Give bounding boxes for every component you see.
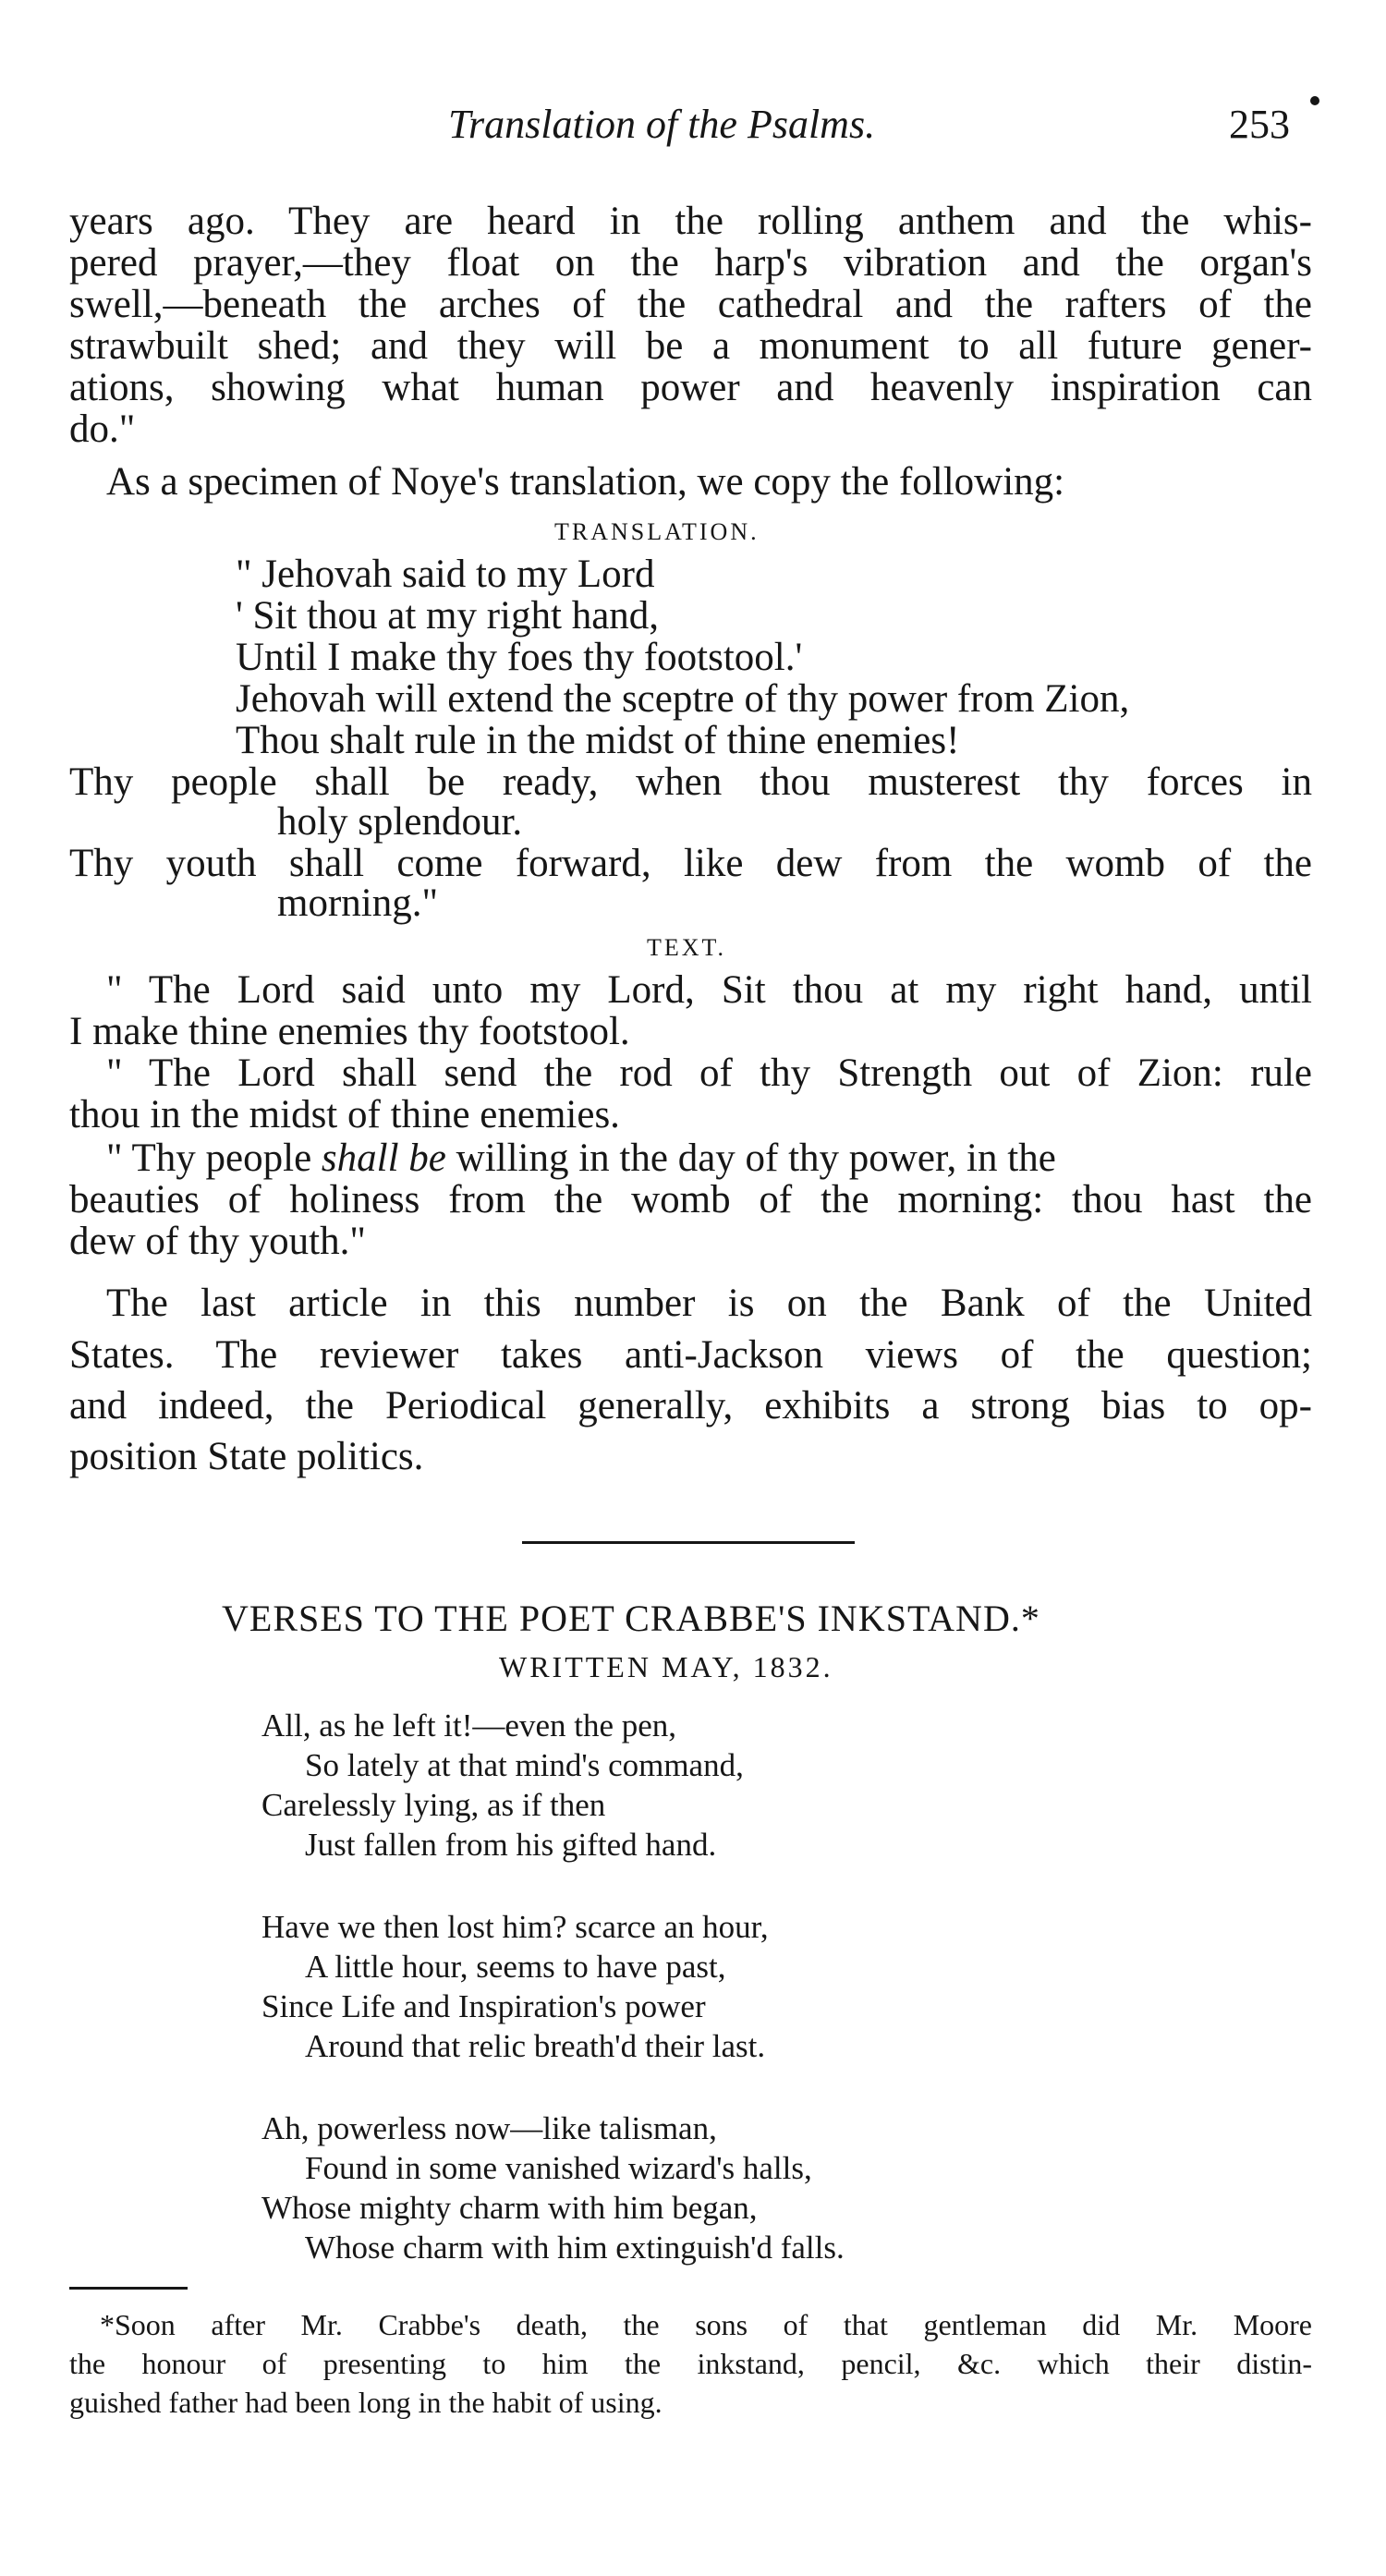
translation-line: ' Sit thou at my right hand, xyxy=(236,594,660,638)
translation-line: Until I make thy foes thy footstool.' xyxy=(236,636,803,679)
quote-line: pered prayer,—they float on the harp's vibration and the organ's xyxy=(69,241,1312,285)
translation-line: holy splendour. xyxy=(277,800,523,844)
quote-line: years ago. They are heard in the rolling anthem and the whis- xyxy=(69,200,1312,243)
text-line: " The Lord said unto my Lord, Sit thou at my right hand, until xyxy=(106,968,1312,1012)
footnote-line: *Soon after Mr. Crabbe's death, the sons of that gentleman did Mr. Moore xyxy=(100,2308,1312,2341)
poem-line: A little hour, seems to have past, xyxy=(305,1949,726,1985)
translation-line: Jehovah will extend the sceptre of thy power from Zion, xyxy=(236,677,1130,721)
closing-line: and indeed, the Periodical generally, exhibits a strong bias to op- xyxy=(69,1384,1312,1428)
closing-line: position State politics. xyxy=(69,1435,424,1478)
translation-line: " Jehovah said to my Lord xyxy=(236,553,655,596)
poem-line: Have we then lost him? scarce an hour, xyxy=(261,1909,769,1945)
text-line: " The Lord shall send the rod of thy Strength out of Zion: rule xyxy=(106,1051,1312,1095)
specimen-intro: As a specimen of Noye's translation, we copy the following: xyxy=(106,460,1065,504)
poem-subtitle: WRITTEN MAY, 1832. xyxy=(499,1650,833,1683)
poem-line: Carelessly lying, as if then xyxy=(261,1787,606,1823)
text-segment: " Thy people xyxy=(106,1136,322,1180)
poem-line: Ah, powerless now—like talisman, xyxy=(261,2110,717,2146)
poem-line: Whose mighty charm with him began, xyxy=(261,2190,758,2226)
running-title: Translation of the Psalms. xyxy=(448,102,876,147)
text-heading: TEXT. xyxy=(647,934,726,961)
quote-line: swell,—beneath the arches of the cathedral and the rafters of the xyxy=(69,283,1312,326)
translation-line: Thy people shall be ready, when thou musterest thy forces in xyxy=(69,760,1312,804)
poem-line: Since Life and Inspiration's power xyxy=(261,1988,706,2024)
poem-line: So lately at that mind's command, xyxy=(305,1747,744,1783)
translation-line: Thou shalt rule in the midst of thine enemies! xyxy=(236,719,960,762)
poem-line: Around that relic breath'd their last. xyxy=(305,2028,766,2064)
translation-line: morning." xyxy=(277,881,439,925)
closing-line: The last article in this number is on the Bank of the United xyxy=(106,1282,1312,1325)
poem-line: Whose charm with him extinguish'd falls. xyxy=(305,2230,845,2266)
page-number: 253 xyxy=(1229,102,1290,147)
text-segment: willing in the day of thy power, in the xyxy=(445,1136,1056,1180)
footnote-rule xyxy=(69,2287,188,2290)
translation-heading: TRANSLATION. xyxy=(554,518,760,545)
text-line: dew of thy youth." xyxy=(69,1220,366,1263)
poem-line: Found in some vanished wizard's halls, xyxy=(305,2150,812,2186)
footnote-line: guished father had been long in the habit of using. xyxy=(69,2386,663,2419)
poem-title: VERSES TO THE POET CRABBE'S INKSTAND.* xyxy=(222,1598,1040,1639)
section-divider xyxy=(522,1541,855,1544)
italic-text-segment: shall be xyxy=(321,1136,446,1180)
text-line: thou in the midst of thine enemies. xyxy=(69,1093,620,1136)
text-line xyxy=(106,1138,1056,1178)
translation-line: Thy youth shall come forward, like dew from the womb of the xyxy=(69,842,1312,885)
text-line: I make thine enemies thy footstool. xyxy=(69,1010,630,1053)
quote-line: strawbuilt shed; and they will be a monument to all future gener- xyxy=(69,324,1312,368)
poem-line: All, as he left it!—even the pen, xyxy=(261,1707,677,1744)
closing-line: States. The reviewer takes anti-Jackson views of the question; xyxy=(69,1333,1312,1377)
footnote-line: the honour of presenting to him the inkstand, pencil, &c. which their distin- xyxy=(69,2347,1312,2380)
header-mark xyxy=(1310,96,1319,105)
poem-line: Just fallen from his gifted hand. xyxy=(305,1827,717,1863)
quote-line: ations, showing what human power and heavenly inspiration can xyxy=(69,366,1312,409)
text-line: beauties of holiness from the womb of the morning: thou hast the xyxy=(69,1178,1312,1221)
quote-line: do." xyxy=(69,407,136,451)
